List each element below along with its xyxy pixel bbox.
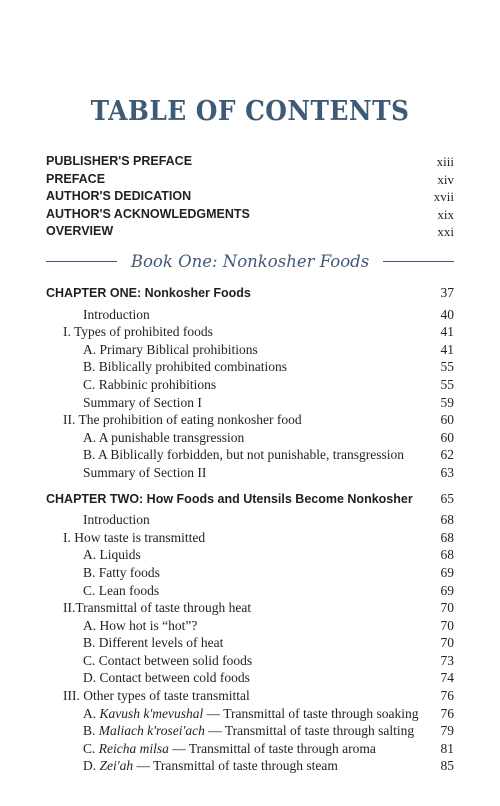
chapter-one-heading[interactable]: CHAPTER ONE: Nonkosher Foods 37: [46, 285, 454, 300]
chapter-two-heading[interactable]: CHAPTER TWO: How Foods and Utensils Become Nonkosher 65: [46, 490, 454, 506]
divider-left: [46, 261, 117, 262]
toc-entry[interactable]: A. How hot is “hot”? 70: [83, 617, 454, 633]
toc-entry[interactable]: C. Contact between solid foods 73: [83, 652, 454, 668]
toc-entry[interactable]: I. How taste is transmitted 68: [63, 529, 454, 545]
toc-entry-overview[interactable]: OVERVIEW xxi: [46, 224, 454, 239]
page-title: TABLE OF CONTENTS: [90, 96, 410, 127]
toc-entry[interactable]: I. Types of prohibited foods 41: [63, 324, 454, 340]
toc-entry[interactable]: C. Lean foods 69: [83, 582, 454, 598]
toc-entry-preface[interactable]: PREFACE xiv: [46, 171, 454, 187]
toc-entry[interactable]: D. Zei'ah — Transmittal of taste through steam 85: [83, 758, 454, 774]
toc-entry[interactable]: Summary of Section II 63: [83, 464, 454, 480]
book-heading: [46, 252, 454, 271]
toc-entry-publishers-preface[interactable]: PUBLISHER'S PREFACE xiii: [46, 154, 454, 169]
toc-entry-authors-dedication[interactable]: AUTHOR'S DEDICATION xvii: [46, 189, 454, 204]
toc-entry[interactable]: Introduction 40: [83, 306, 454, 322]
toc-entry[interactable]: Introduction 68: [83, 512, 454, 528]
toc-entry[interactable]: A. Kavush k'mevushal — Transmittal of taste through soaking 76: [83, 705, 454, 721]
toc-entry[interactable]: B. Biblically prohibited combinations 55: [83, 359, 454, 375]
toc-entry[interactable]: III. Other types of taste transmittal 76: [63, 688, 454, 704]
divider-right: [383, 261, 454, 262]
toc-entry[interactable]: C. Rabbinic prohibitions 55: [83, 376, 454, 392]
toc-entry[interactable]: B. Different levels of heat 70: [83, 635, 454, 651]
toc-entry[interactable]: B. Fatty foods 69: [83, 564, 454, 580]
toc-entry[interactable]: A. Liquids 68: [83, 547, 454, 563]
toc-entry[interactable]: A. Primary Biblical prohibitions 41: [83, 341, 454, 357]
toc-list: [46, 284, 454, 775]
toc-entry[interactable]: II.Transmittal of taste through heat 70: [63, 600, 454, 616]
book-heading-label: Book One: Nonkosher Foods: [130, 252, 370, 271]
front-matter-list: [46, 153, 454, 241]
toc-entry[interactable]: A. A punishable transgression 60: [83, 429, 454, 445]
toc-entry[interactable]: B. A Biblically forbidden, but not punishable, transgression 62: [83, 447, 454, 463]
toc-entry-authors-acknowledgments[interactable]: AUTHOR'S ACKNOWLEDGMENTS xix: [46, 206, 454, 222]
toc-entry[interactable]: B. Maliach k'rosei'ach — Transmittal of taste through salting 79: [83, 723, 454, 739]
toc-entry[interactable]: C. Reicha milsa — Transmittal of taste through aroma 81: [83, 740, 454, 756]
toc-entry[interactable]: Summary of Section I 59: [83, 394, 454, 410]
toc-entry[interactable]: D. Contact between cold foods 74: [83, 670, 454, 686]
toc-entry[interactable]: II. The prohibition of eating nonkosher food 60: [63, 412, 454, 428]
